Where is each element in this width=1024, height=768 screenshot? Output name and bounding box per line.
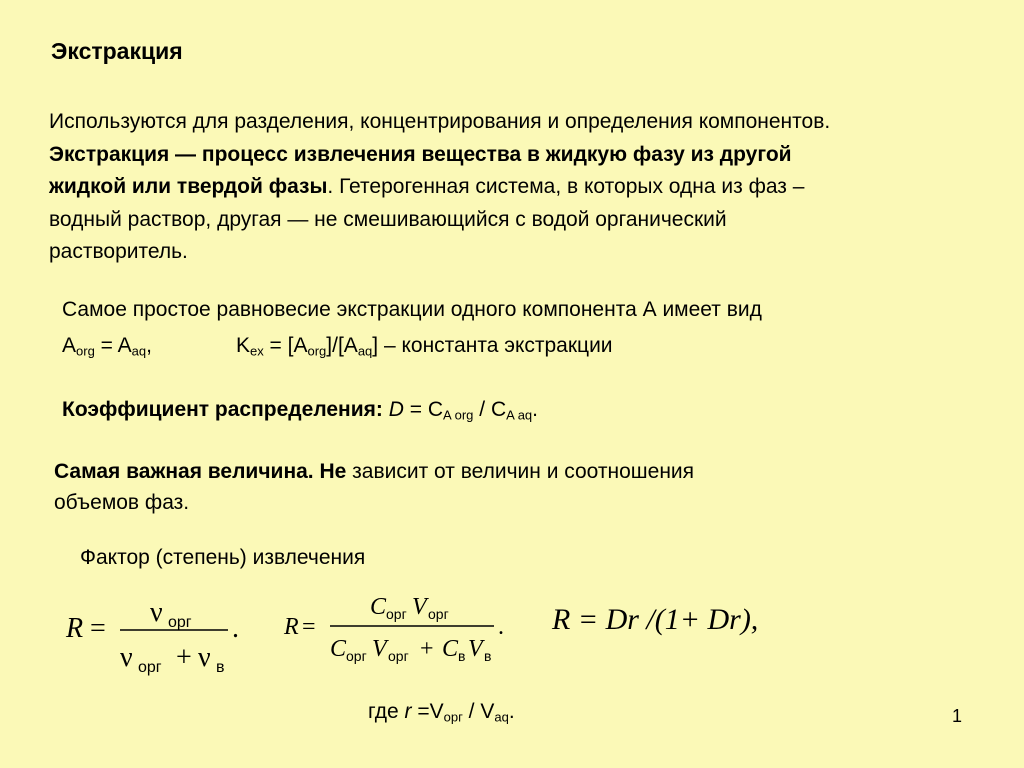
intro-line-4: водный раствор, другая — не смешивающийся с водой органический	[49, 207, 727, 231]
intro-line-3-rest: . Гетерогенная система, в которых одна из фаз –	[327, 175, 805, 198]
formula-recovery-nu	[60, 592, 260, 682]
svg-text:C: C	[442, 636, 459, 662]
svg-text:R: R	[284, 614, 299, 640]
intro-line-3	[49, 171, 830, 204]
svg-text:ν: ν	[150, 597, 163, 628]
svg-text:+: +	[176, 642, 192, 673]
svg-text:в: в	[458, 648, 466, 664]
phase-ratio-definition: где $r =V_{орг} / V_{aq}$.	[368, 700, 515, 725]
svg-text:.: .	[232, 613, 239, 644]
svg-text:орг: орг	[386, 606, 407, 622]
svg-text:орг: орг	[138, 659, 162, 676]
svg-text:R: R	[66, 613, 84, 644]
equilibrium-block	[62, 292, 762, 364]
distribution-coefficient: Коэффициент распределения: $D = C_{A org} / C_{A aq}$.	[62, 398, 539, 423]
svg-text:орг: орг	[388, 648, 409, 664]
extraction-factor-label: Фактор (степень) извлечения	[80, 546, 366, 569]
svg-text:V: V	[468, 636, 483, 662]
formula-recovery-dr: R = Dr /(1+ Dr),	[552, 603, 759, 636]
coefficient-label: Коэффициент распределения:	[62, 398, 383, 421]
extraction-definition: Экстракция — процесс извлечения вещества в жидкую фазу из другой	[49, 142, 792, 166]
svg-text:ν: ν	[198, 642, 211, 673]
importance-note	[54, 456, 694, 518]
intro-line-2	[49, 139, 830, 172]
svg-text:ν: ν	[120, 642, 133, 673]
importance-line-2: объемов фаз.	[54, 491, 190, 514]
intro-paragraph	[49, 106, 830, 269]
svg-text:в: в	[216, 659, 225, 676]
importance-line-1: Самая важная величина. Не зависит от величин и соотношения	[54, 460, 695, 483]
svg-text:орг: орг	[346, 648, 367, 664]
equilibrium-equation: $A_{org} = A_{aq}$,	[62, 334, 152, 359]
svg-text:=: =	[302, 614, 316, 640]
slide-title: Экстракция	[51, 38, 183, 64]
svg-text:в: в	[484, 648, 492, 664]
svg-text:.: .	[498, 614, 504, 640]
svg-text:V: V	[412, 594, 427, 620]
extraction-definition-end: жидкой или твердой фазы	[49, 175, 328, 198]
svg-text:=: =	[90, 613, 106, 644]
formula-recovery-cv	[282, 590, 522, 670]
svg-text:+: +	[420, 636, 434, 662]
equilibrium-equations	[62, 328, 762, 364]
intro-line-5: растворитель.	[49, 240, 188, 263]
svg-text:орг: орг	[428, 606, 449, 622]
svg-text:C: C	[330, 636, 347, 662]
equilibrium-text: Самое простое равновесие экстракции одного компонента А имеет вид	[62, 298, 762, 321]
svg-text:V: V	[372, 636, 387, 662]
svg-text:C: C	[370, 594, 387, 620]
page-number: 1	[952, 706, 963, 726]
extraction-constant: $K_{ex} = [A_{org}]/[A_{aq}]$ – константа экстракции	[235, 334, 613, 359]
intro-line-1: Используются для разделения, концентрирования и определения компонентов.	[49, 110, 831, 133]
svg-text:орг: орг	[168, 614, 192, 631]
